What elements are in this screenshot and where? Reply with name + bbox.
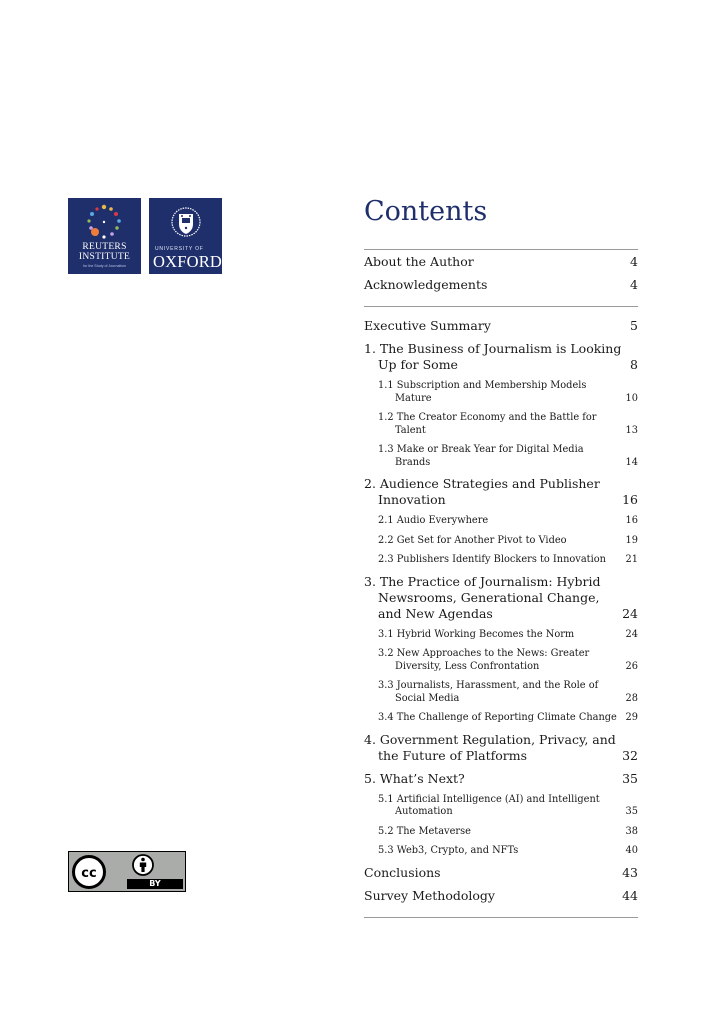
toc-page-number: 5 [630,318,638,333]
toc-page-number: 35 [622,770,638,786]
toc-subsection-entry[interactable] [364,444,638,469]
toc-page-number: 40 [625,845,638,856]
toc-entry-label: 3.1 Hybrid Working Becomes the Norm [378,628,575,640]
reuters-line2: INSTITUTE [78,252,131,262]
toc-entry-label: 3.3 Journalists, Harassment, and the Role of Social Media [378,680,599,704]
toc-section-entry[interactable] [364,732,638,764]
toc-page-number: 10 [625,392,638,404]
toc-subsection-entry[interactable] [364,712,638,725]
toc-page-number: 13 [625,424,638,436]
toc-page-number: 24 [622,605,638,621]
reuters-tagline: for the Study of Journalism [83,264,126,268]
toc-page-number: 32 [622,747,638,763]
toc-section-entry[interactable] [364,771,638,787]
by-band [127,879,183,889]
oxford-university-of: UNIVERSITY OF [155,246,204,252]
university-of-oxford-logo [149,198,222,274]
toc-entry-label: 1.1 Subscription and Membership Models Mature [378,380,587,404]
toc-entry-label: 1.2 The Creator Economy and the Battle for Talent [378,412,597,436]
toc-section-entry[interactable] [364,888,638,904]
table-of-contents [364,192,638,918]
toc-section-entry[interactable] [364,574,638,622]
toc-page-number: 8 [630,357,638,372]
toc-subsection-entry[interactable] [364,535,638,548]
toc-page-number: 16 [622,492,638,507]
toc-entry-label: Executive Summary [364,318,491,333]
toc-section-entry[interactable] [364,341,638,373]
toc-page-number: 35 [625,806,638,817]
toc-page-number: 4 [630,277,638,292]
attribution-person-icon [132,854,154,876]
contents-title: Contents [364,196,488,227]
toc-page-number: 24 [625,628,638,640]
toc-subsection-entry[interactable] [364,648,638,673]
toc-page-number: 16 [625,515,638,526]
toc-section-entry[interactable] [364,476,638,508]
toc-section-entry[interactable] [364,865,638,881]
reuters-line1: REUTERS [82,242,127,252]
toc-subsection-entry[interactable] [364,629,638,642]
cc-icon [72,855,106,889]
toc-page-number: 44 [622,887,638,903]
toc-subsection-entry[interactable] [364,826,638,839]
toc-page-number: 4 [630,254,638,269]
toc-section-entry[interactable] [364,277,638,293]
toc-entry-label: 1. The Business of Journalism is Looking Up for Some [364,341,622,372]
toc-entry-label: 3. The Practice of Journalism: Hybrid Newsrooms, Generational Change, and New Agendas [364,573,601,621]
toc-entry-label: 2.2 Get Set for Another Pivot to Video [378,534,567,546]
toc-entry-label: 3.2 New Approaches to the News: Greater Diversity, Less Confrontation [378,648,590,672]
cc-by-license-badge [68,851,186,892]
toc-subsection-entry[interactable] [364,845,638,858]
reuters-dot-ring-icon [84,204,124,240]
toc-entry-label: 5.3 Web3, Crypto, and NFTs [378,845,519,856]
toc-entry-label: 2.3 Publishers Identify Blockers to Innovation [378,554,606,565]
main-contents-list [364,307,638,904]
toc-page-number: 29 [625,712,638,723]
toc-entry-label: Conclusions [364,864,441,880]
toc-subsection-entry[interactable] [364,794,638,819]
toc-page-number: 21 [625,554,638,565]
toc-subsection-entry[interactable] [364,680,638,705]
toc-entry-label: 2.1 Audio Everywhere [378,515,489,526]
toc-entry-label: 5. What’s Next? [364,770,465,786]
cc-text: cc [81,866,97,881]
toc-entry-label: Acknowledgements [364,277,488,292]
toc-subsection-entry[interactable] [364,554,638,567]
toc-subsection-entry[interactable] [364,412,638,437]
toc-entry-label: 5.2 The Metaverse [378,825,471,837]
toc-subsection-entry[interactable] [364,515,638,528]
bottom-divider [364,917,638,918]
toc-entry-label: 4. Government Regulation, Privacy, and the Future of Platforms [364,731,616,763]
toc-entry-label: 1.3 Make or Break Year for Digital Media Brands [378,444,584,468]
toc-entry-label: 5.1 Artificial Intelligence (AI) and Intelligent Automation [378,793,600,817]
toc-entry-label: Survey Methodology [364,887,495,903]
by-label: BY [149,879,161,888]
toc-page-number: 28 [625,692,638,704]
toc-page-number: 14 [625,456,638,468]
toc-section-entry[interactable] [364,318,638,334]
toc-page-number: 26 [625,660,638,672]
toc-entry-label: 2. Audience Strategies and Publisher Innovation [364,476,600,507]
reuters-institute-logo [68,198,141,274]
toc-section-entry[interactable] [364,254,638,270]
toc-page-number: 43 [622,864,638,880]
toc-page-number: 19 [625,534,638,546]
oxford-crest-icon [171,203,201,241]
toc-page-number: 38 [625,825,638,837]
oxford-wordmark: OXFORD [153,252,223,271]
toc-subsection-entry[interactable] [364,380,638,405]
toc-entry-label: 3.4 The Challenge of Reporting Climate Change [378,712,617,723]
toc-entry-label: About the Author [364,254,474,269]
front-matter-list [364,250,638,293]
